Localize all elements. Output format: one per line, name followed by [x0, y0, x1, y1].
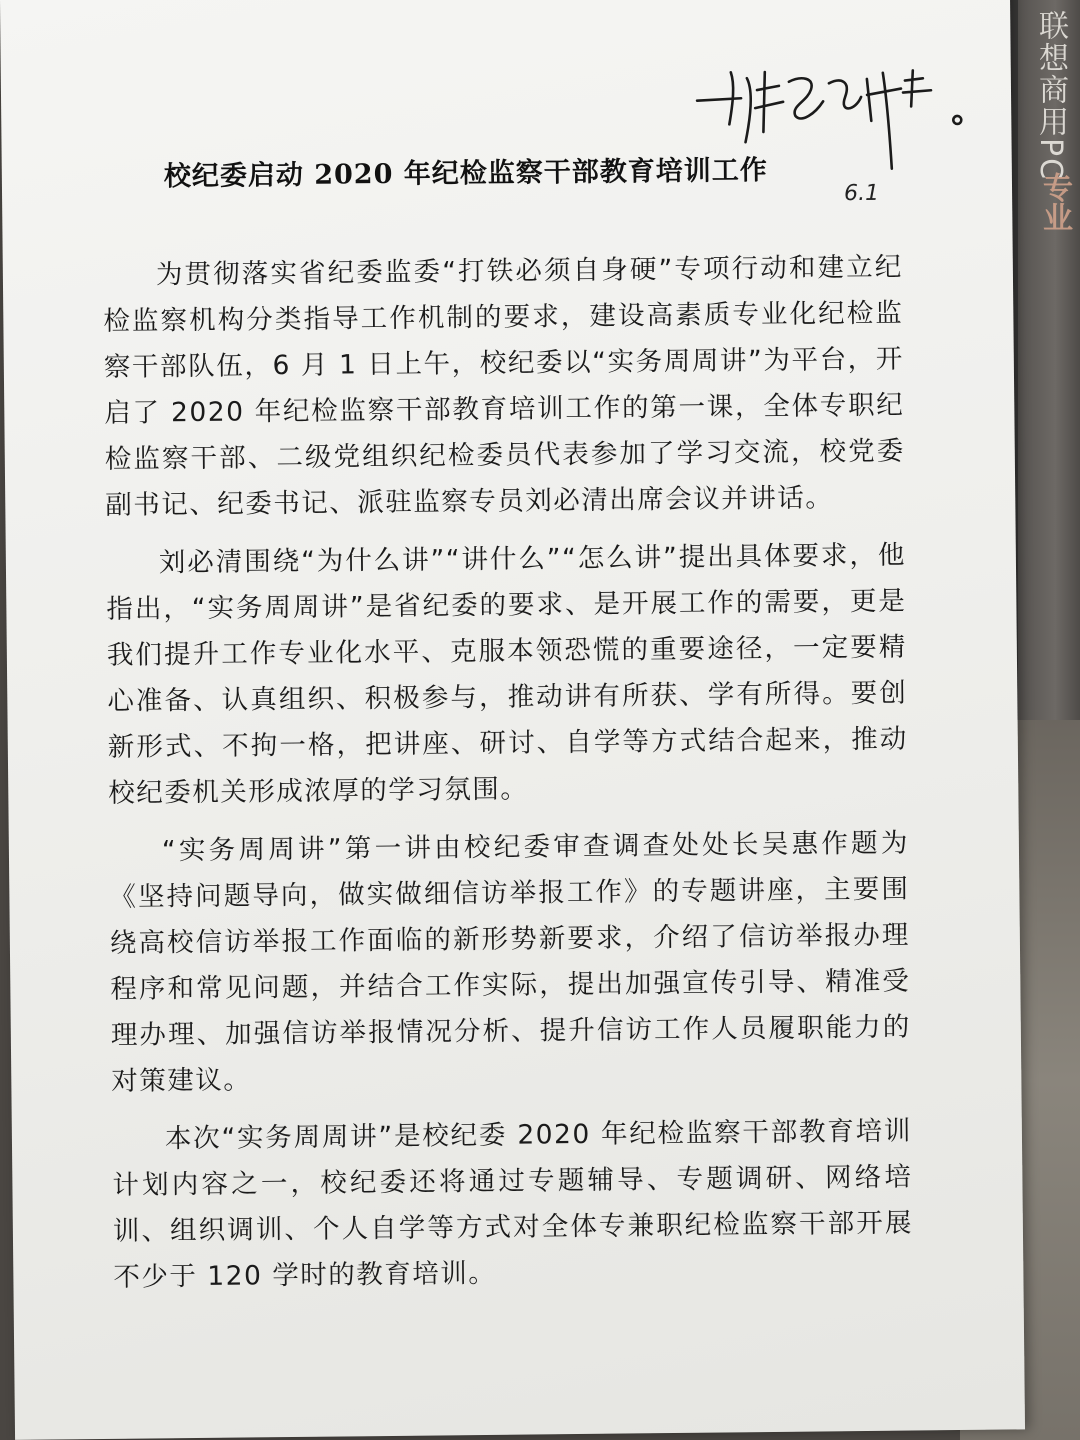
paragraph-4: 本次“实务周周讲”是校纪委 2020 年纪检监察干部教育培训计划内容之一，校纪委还将通过专题辅导、专题调研、网络培训、组织调训、个人自学等方式对全体专兼职纪检监察干部开展不少于 120 学时的教育培训。: [112, 1115, 914, 1293]
paragraph-1: 为贯彻落实省纪委监委“打铁必须自身硬”专项行动和建立纪检监察机构分类指导工作机制的要求，建设高素质专业化纪检监察干部队伍，6 月 1 日上午，校纪委以“实务周周讲”为平台，开启了 2020 年纪检监察干部教育培训工作的第一课，全体专职纪检监察干部、二级党组织纪检委员代表参加了学习交流，校党委副书记、纪委书记、派驻监察专员刘必清出席会议并讲话。: [103, 251, 905, 521]
document-title: 校纪委启动 2020 年纪检监察干部教育培训工作: [163, 154, 768, 193]
paragraph-3: “实务周周讲”第一讲由校纪委审查调查处处长吴惠作题为《坚持问题导向，做实做细信访举报工作》的专题讲座，主要围绕高校信访举报工作面临的新形势新要求，介绍了信访举报办理程序和常见问题，并结合工作实际，提出加强宣传引导、精准受理办理、加强信访举报情况分析、提升信访工作人员履职能力的对策建议。: [109, 827, 911, 1097]
book-spine-text: 联想商用PC: [1033, 10, 1068, 182]
document-body: [103, 245, 914, 1313]
handwritten-date: 6.1: [843, 180, 880, 207]
book-spine: [1018, 0, 1080, 720]
book-spine-text-2: 专业: [1037, 172, 1072, 232]
paragraph-2: 刘必清围绕“为什么讲”“讲什么”“怎么讲”提出具体要求，他指出，“实务周周讲”是省纪委的要求、是开展工作的需要，更是我们提升工作专业化水平、克服本领恐慌的重要途径，一定要精心准备、认真组织、积极参与，推动讲有所获、学有所得。要创新形式、不拘一格，把讲座、研讨、自学等方式结合起来，推动校纪委机关形成浓厚的学习氛围。: [106, 539, 908, 809]
